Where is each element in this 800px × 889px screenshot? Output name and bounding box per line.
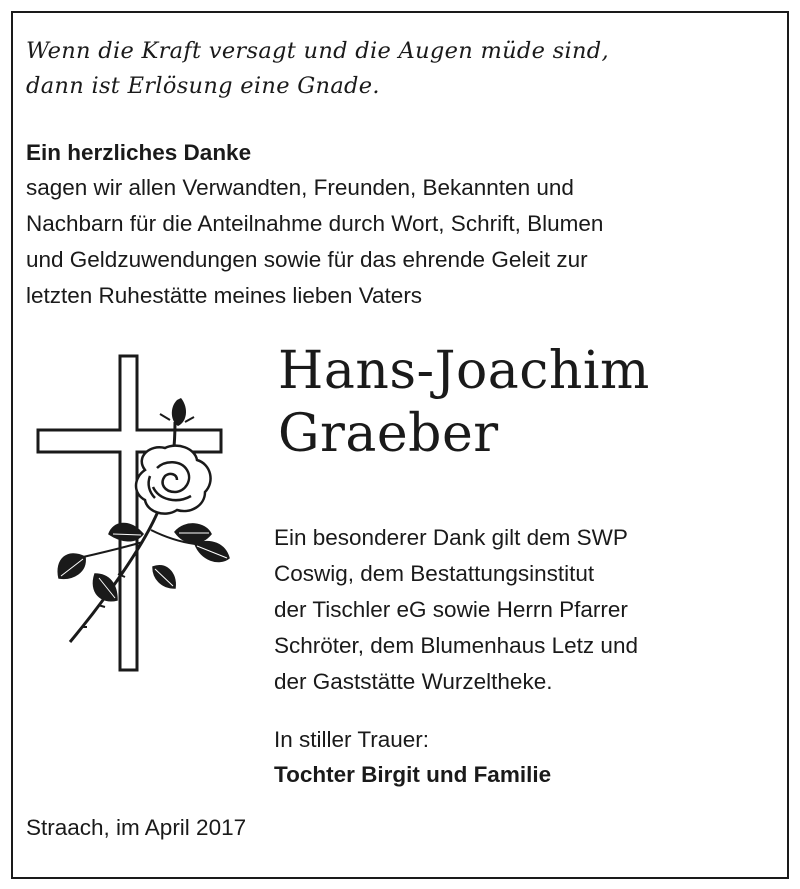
rose-bloom bbox=[136, 446, 211, 514]
deceased-last-name: Graeber bbox=[278, 404, 499, 464]
special-thanks-line: Ein besonderer Dank gilt dem SWP bbox=[274, 525, 628, 550]
special-thanks-line: Schröter, dem Blumenhaus Letz und bbox=[274, 633, 638, 658]
special-thanks-line: der Tischler eG sowie Herrn Pfarrer bbox=[274, 597, 628, 622]
deceased-name bbox=[278, 340, 650, 466]
deceased-first-name: Hans-Joachim bbox=[278, 341, 650, 401]
motto-line: Wenn die Kraft versagt und die Augen müde sind, bbox=[26, 38, 609, 64]
thanks-heading: Ein herzliches Danke bbox=[26, 140, 252, 165]
special-thanks-line: der Gaststätte Wurzeltheke. bbox=[274, 669, 553, 694]
special-thanks bbox=[274, 520, 638, 700]
motto-line: dann ist Erlösung eine Gnade. bbox=[26, 73, 380, 99]
place-date: Straach, im April 2017 bbox=[26, 815, 247, 840]
thanks-line: Nachbarn für die Anteilnahme durch Wort, Schrift, Blumen bbox=[26, 211, 604, 236]
thanks-line: sagen wir allen Verwandten, Freunden, Bekannten und bbox=[26, 175, 574, 200]
cross-outline bbox=[38, 356, 221, 670]
rose-leaves bbox=[58, 523, 229, 600]
motto-quote bbox=[26, 34, 609, 104]
special-thanks-line: Coswig, dem Bestattungsinstitut bbox=[274, 561, 595, 586]
mourning-label: In stiller Trauer: bbox=[274, 727, 430, 752]
rose-bud bbox=[172, 398, 186, 426]
thanks-line: und Geldzuwendungen sowie für das ehrende Geleit zur bbox=[26, 247, 588, 272]
mourning-signers: Tochter Birgit und Familie bbox=[274, 762, 552, 787]
thanks-body bbox=[26, 170, 603, 314]
thanks-line: letzten Ruhestätte meines lieben Vaters bbox=[26, 283, 423, 308]
cross-with-rose-icon bbox=[25, 352, 230, 677]
